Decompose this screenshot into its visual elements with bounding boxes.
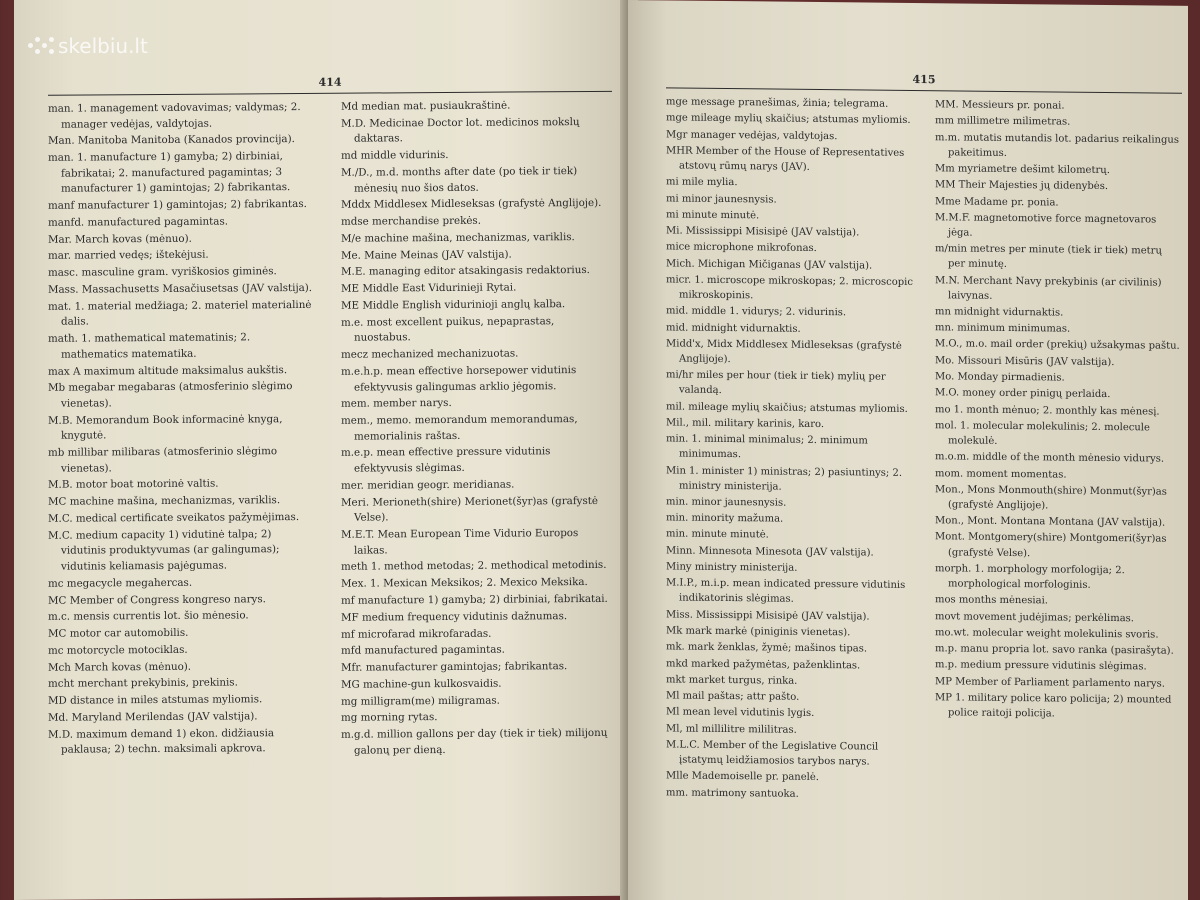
entry-column (341, 98, 612, 760)
dictionary-entry: m.e.h.p. mean effective horsepower vidutinis efektyvusis galingumas arklio jėgomis. (341, 364, 577, 394)
dictionary-entry: mat. 1. material medžiaga; 2. materiel materialinė dalis. (48, 298, 312, 329)
dictionary-entry: Mfr. manufacturer gamintojas; fabrikantas. (341, 660, 568, 674)
dictionary-entry: Mo. Monday pirmadienis. (935, 371, 1065, 384)
dictionary-entry: m.e. most excellent puikus, nepaprastas, nuostabus. (341, 315, 555, 345)
dictionary-entry: mcht merchant prekybinis, prekinis. (48, 676, 238, 691)
dictionary-entry: mecz mechanized mechanizuotas. (341, 347, 519, 361)
dictionary-entry: mom. moment momentas. (935, 467, 1067, 481)
dictionary-entry: M.M.F. magnetomotive force magnetovaros jėga. (935, 211, 1157, 239)
dictionary-entry: mk. mark ženklas, žymė; mašinos tipas. (666, 641, 868, 655)
dictionary-entry: mo.wt. molecular weight molekulinis svoris. (935, 626, 1159, 641)
watermark-text: skelbiu.lt (58, 34, 148, 58)
dictionary-entry: M.D. Medicinae Doctor lot. medicinos mokslų daktaras. (341, 115, 580, 146)
dictionary-entry: mid. middle 1. vidurys; 2. vidurinis. (666, 305, 847, 319)
dictionary-entry: meth 1. method metodas; 2. methodical metodinis. (341, 559, 607, 574)
dictionary-entry: Minn. Minnesota Minesota (JAV valstija). (666, 545, 874, 559)
dictionary-entry: M.B. motor boat motorinė valtis. (48, 478, 219, 492)
dictionary-entry: Mil., mil. military karinis, karo. (666, 417, 825, 430)
dictionary-entry: MC motor car automobilis. (48, 626, 189, 640)
dictionary-entry: Min 1. minister 1) ministras; 2) pasiuntinys; 2. ministry ministerija. (666, 464, 903, 493)
dictionary-entry: MG machine-gun kulkosvaidis. (341, 677, 502, 691)
dictionary-entry: movt movement judėjimas; perkėlimas. (935, 610, 1134, 624)
dictionary-entry: m.p. manu propria lot. savo ranka (pasirašyta). (935, 643, 1174, 657)
dictionary-entry: masc. masculine gram. vyriškosios giminės. (48, 265, 277, 280)
dictionary-entry: md middle vidurinis. (341, 149, 449, 162)
dictionary-entry: man. 1. management vadovavimas; valdymas; 2. manager vedėjas, valdytojas. (48, 100, 301, 131)
dictionary-entry: morph. 1. morphology morfologija; 2. morphological morfologinis. (935, 563, 1125, 591)
dictionary-entry: m.o.m. middle of the month mėnesio vidurys. (935, 451, 1165, 465)
watermark (28, 34, 148, 58)
dictionary-entry: Me. Maine Meinas (JAV valstija). (341, 248, 512, 262)
dictionary-entry: mkt market turgus, rinka. (666, 674, 798, 687)
dictionary-entry: M./D., m.d. months after date (po tiek ir tiek) mėnesių nuo šios datos. (341, 165, 578, 195)
dictionary-entry: Ml mail paštas; attr pašto. (666, 690, 800, 703)
dictionary-entry: mid. midnight vidurnaktis. (666, 321, 801, 335)
dictionary-entry: mi mile mylia. (666, 176, 738, 189)
dictionary-entry: MC Member of Congress kongreso narys. (48, 592, 266, 607)
dictionary-entry: min. minute minutė. (666, 528, 769, 541)
dictionary-entry: math. 1. mathematical matematinis; 2. mathematics matematika. (48, 331, 251, 361)
dictionary-entry: Mch March kovas (mėnuo). (48, 660, 192, 674)
dictionary-entry: Miny ministry ministerija. (666, 561, 798, 574)
dictionary-entry: mf microfarad mikrofaradas. (341, 627, 492, 641)
dictionary-entry: min. minority mažuma. (666, 512, 784, 525)
dictionary-entry: Mex. 1. Mexican Meksikos; 2. Mexico Meksika. (341, 576, 588, 590)
dictionary-entry: Mar. March kovas (mėnuo). (48, 232, 192, 246)
dictionary-entry: M.C. medical certificate sveikatos pažymėjimas. (48, 511, 300, 525)
dictionary-entry: mil. mileage mylių skaičius; atstumas myliomis. (666, 400, 908, 415)
dictionary-entry: M.B. Memorandum Book informacinė knyga, knygutė. (48, 412, 283, 442)
dictionary-entry: Ml, ml millilitre mililitras. (666, 723, 797, 736)
dictionary-entry: M.I.P., m.i.p. mean indicated pressure vidutinis indikatorinis slėgimas. (666, 577, 906, 606)
watermark-logo-icon (28, 35, 54, 57)
entry-column (935, 97, 1182, 806)
entry-column (48, 100, 319, 762)
dictionary-entry: Mass. Massachusetts Masačiusetsas (JAV valstija). (48, 281, 313, 296)
dictionary-entry: M.D. maximum demand 1) ekon. didžiausia paklausa; 2) techn. maksimali apkrova. (48, 726, 275, 757)
dictionary-entry: mge message pranešimas, žinia; telegrama. (666, 96, 889, 110)
dictionary-entry: Mlle Mademoiselle pr. panelė. (666, 770, 819, 784)
header-rule (666, 87, 1182, 93)
dictionary-entry: Ml mean level vidutinis lygis. (666, 706, 815, 720)
dictionary-entry: mem., memo. memorandum memorandumas, memorialinis raštas. (341, 413, 578, 443)
dictionary-entry: micr. 1. microscope mikroskopas; 2. microscopic mikroskopinis. (666, 274, 913, 302)
dictionary-entry: m.m. mutatis mutandis lot. padarius reikalingus pakeitimus. (935, 131, 1179, 159)
dictionary-entry: M.E. managing editor atsakingasis redaktorius. (341, 264, 590, 279)
right-page (628, 0, 1188, 900)
dictionary-entry: mi/hr miles per hour (tiek ir tiek) mylių per valandą. (666, 369, 886, 397)
dictionary-entry: Md median mat. pusiaukraštinė. (341, 99, 511, 113)
dictionary-entry: man. 1. manufacture 1) gamyba; 2) dirbiniai, fabrikatai; 2. manufactured pagamintas; 3 manufacturer 1) gamintojas; 2) fabrikantas. (48, 150, 291, 196)
dictionary-entry: Mich. Michigan Mičiganas (JAV valstija). (666, 258, 873, 272)
dictionary-entry: M.O., m.o. mail order (prekių) užsakymas paštu. (935, 338, 1180, 353)
dictionary-entry: mm. matrimony santuoka. (666, 786, 799, 800)
dictionary-entry: mg milligram(me) miligramas. (341, 694, 500, 708)
dictionary-entry: m.p. medium pressure vidutinis slėgimas. (935, 659, 1147, 673)
dictionary-entry: mi minor jaunesnysis. (666, 192, 777, 206)
dictionary-entry: MP Member of Parliament parlamento narys. (935, 675, 1165, 690)
dictionary-entry: Midd'x, Midx Middlesex Midleseksas (grafystė Anglijoje). (666, 338, 902, 366)
dictionary-entry: mfd manufactured pagamintas. (341, 643, 505, 657)
dictionary-entry: M.E.T. Mean European Time Vidurio Europos laikas. (341, 527, 579, 557)
dictionary-entry: MC machine mašina, mechanizmas, variklis. (48, 494, 281, 509)
dictionary-entry: Meri. Merioneth(shire) Merionet(šyr)as (grafystė Velse). (341, 494, 598, 524)
entry-column (666, 94, 913, 803)
dictionary-entry: mge mileage mylių skaičius; atstumas myliomis. (666, 112, 911, 127)
dictionary-entry: mice microphone mikrofonas. (666, 241, 817, 255)
dictionary-entry: Miss. Mississippi Misisipė (JAV valstija). (666, 609, 870, 623)
dictionary-entry: mos months mėnesiai. (935, 594, 1048, 607)
dictionary-entry: Mddx Middlesex Midleseksas (grafystė Anglijoje). (341, 197, 602, 212)
dictionary-entry: Mk mark markė (piniginis vienetas). (666, 625, 851, 639)
dictionary-entry: max A maximum altitude maksimalus aukštis. (48, 363, 288, 378)
dictionary-entry: mer. meridian geogr. meridianas. (341, 478, 515, 492)
dictionary-entry: MD distance in miles atstumas myliomis. (48, 693, 263, 708)
dictionary-entry: Md. Maryland Merilendas (JAV valstija). (48, 710, 258, 724)
dictionary-entry: Mont. Montgomery(shire) Montgomeri(šyr)as (grafystė Velse). (935, 531, 1167, 559)
dictionary-entry: mg morning rytas. (341, 711, 438, 725)
dictionary-entry: M.N. Merchant Navy prekybinis (ar civilinis) laivynas. (935, 274, 1162, 302)
dictionary-entry: Mo. Missouri Misūris (JAV valstija). (935, 354, 1115, 368)
page-number: 414 (318, 75, 342, 89)
dictionary-entry: mkd marked pažymėtas, paženklintas. (666, 657, 861, 671)
dictionary-entry: Mon., Mont. Montana Montana (JAV valstija). (935, 515, 1166, 529)
dictionary-entry: min. minor jaunesnysis. (666, 496, 787, 509)
dictionary-entry: mdse merchandise prekės. (341, 214, 481, 228)
dictionary-entry: m.g.d. million gallons per day (tiek ir tiek) milijonų galonų per dieną. (341, 727, 608, 757)
dictionary-entry: manfd. manufactured pagamintas. (48, 215, 228, 229)
dictionary-entry: MP 1. military police karo policija; 2) mounted police raitoji policija. (935, 692, 1172, 720)
header-rule (48, 91, 612, 96)
dictionary-entry: m.c. mensis currentis lot. šio mėnesio. (48, 609, 249, 624)
entry-columns (48, 98, 612, 763)
page-number: 415 (912, 72, 936, 87)
dictionary-entry: mb millibar milibaras (atmosferinio slėgimo vienetas). (48, 445, 278, 475)
dictionary-entry: mar. married vedęs; ištekėjusi. (48, 249, 209, 263)
dictionary-entry: Mb megabar megabaras (atmosferinio slėgimo vienetas). (48, 380, 293, 410)
dictionary-entry: ME Middle East Vidurinieji Rytai. (341, 281, 517, 295)
dictionary-entry: m.e.p. mean effective pressure vidutinis efektyvusis slėgimas. (341, 445, 551, 475)
dictionary-entry: Mme Madame pr. ponia. (935, 195, 1059, 209)
dictionary-entry: Mm myriametre dešimt kilometrų. (935, 163, 1110, 176)
dictionary-entry: mc megacycle megahercas. (48, 576, 193, 590)
dictionary-entry: MM. Messieurs pr. ponai. (935, 99, 1065, 112)
entry-columns (666, 94, 1182, 806)
dictionary-entry: Mi. Mississippi Misisipė (JAV valstija). (666, 225, 860, 239)
dictionary-entry: MF medium frequency vidutinis dažnumas. (341, 609, 568, 624)
left-page (14, 0, 626, 900)
dictionary-entry: M/e machine mašina, mechanizmas, variklis. (341, 230, 575, 245)
dictionary-entry: mem. member narys. (341, 397, 452, 411)
dictionary-entry: m/min metres per minute (tiek ir tiek) metrų per minutę. (935, 243, 1162, 271)
dictionary-entry: mo 1. month mėnuo; 2. monthly kas mėnesį. (935, 403, 1160, 418)
dictionary-entry: mm millimetre milimetras. (935, 115, 1071, 128)
dictionary-entry: min. 1. minimal minimalus; 2. minimum minimumas. (666, 433, 868, 461)
dictionary-entry: mn midnight vidurnaktis. (935, 306, 1064, 319)
dictionary-entry: MHR Member of the House of Representatives atstovų rūmų narys (JAV). (666, 145, 905, 173)
dictionary-entry: mf manufacture 1) gamyba; 2) dirbiniai, fabrikatai. (341, 592, 608, 607)
dictionary-entry: ME Middle English vidurinioji anglų kalba. (341, 298, 566, 312)
dictionary-entry: MM Their Majesties jų didenybės. (935, 179, 1108, 193)
dictionary-entry: M.C. medium capacity 1) vidutinė talpa; 2) vidutinis produktyvumas (ar galingumas); vidutinis keliamasis pajėgumas. (48, 528, 280, 573)
dictionary-entry: M.O. money order pinigų perlaida. (935, 387, 1111, 401)
dictionary-entry: mol. 1. molecular molekulinis; 2. molecule molekulė. (935, 420, 1150, 447)
dictionary-entry: mn. minimum minimumas. (935, 322, 1071, 335)
dictionary-entry: mc motorcycle motociklas. (48, 643, 188, 657)
dictionary-entry: Mon., Mons Monmouth(shire) Monmut(šyr)as (grafystė Anglijoje). (935, 484, 1167, 512)
dictionary-entry: Man. Manitoba Manitoba (Kanados provincija). (48, 133, 295, 148)
dictionary-entry: M.L.C. Member of the Legislative Council įstatymų leidžiamosios tarybos narys. (666, 739, 879, 768)
dictionary-entry: Mgr manager vedėjas, valdytojas. (666, 128, 838, 142)
dictionary-entry: mi minute minutė. (666, 209, 760, 222)
dictionary-entry: manf manufacturer 1) gamintojas; 2) fabrikantas. (48, 198, 307, 212)
